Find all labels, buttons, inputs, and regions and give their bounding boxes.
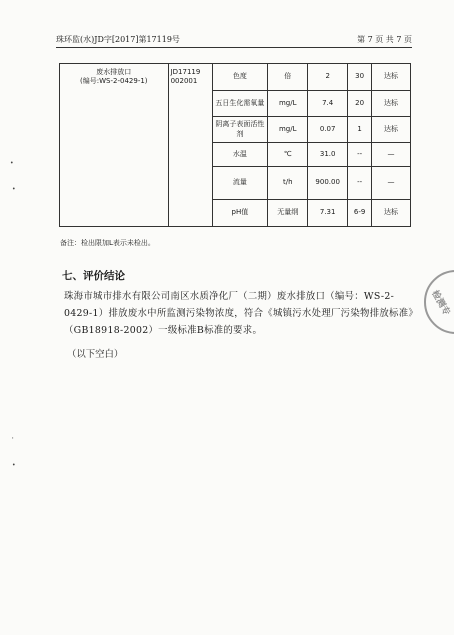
value-cell: 7.31 xyxy=(308,200,348,227)
result-cell: 达标 xyxy=(372,117,411,143)
conclusion-text: 珠海市城市排水有限公司南区水质净化厂（二期）废水排放口（编号：WS-2-0429-1）排放废水中所监测污染物浓度，符合《城镇污水处理厂污染物排放标准》（GB18918-2002）一级标准B标准的要求。 xyxy=(64,291,414,336)
limit-cell: 20 xyxy=(348,91,372,117)
results-table xyxy=(59,63,411,227)
result-cell: — xyxy=(372,167,411,200)
value-cell: 31.0 xyxy=(308,143,348,167)
inspection-seal: 检测专 xyxy=(424,270,454,334)
unit-cell: 无量纲 xyxy=(268,200,308,227)
margin-mark: ' xyxy=(12,437,14,444)
limit-cell: 6-9 xyxy=(348,200,372,227)
sample-code-cell: JD17119 002001 xyxy=(168,64,212,227)
page-header xyxy=(56,34,412,48)
limit-cell: 30 xyxy=(348,64,372,91)
unit-cell: ℃ xyxy=(268,143,308,167)
item-cell: 水温 xyxy=(212,143,268,167)
page-number: 第 7 页 共 7 页 xyxy=(357,35,412,44)
table-note: 备注：检出限加L表示未检出。 xyxy=(60,239,155,247)
value-cell: 7.4 xyxy=(308,91,348,117)
section-title: 七、评价结论 xyxy=(62,270,125,282)
margin-mark: • xyxy=(10,160,14,167)
limit-cell: -- xyxy=(348,143,372,167)
header-rule xyxy=(56,47,412,48)
unit-cell: mg/L xyxy=(268,91,308,117)
limit-cell: 1 xyxy=(348,117,372,143)
result-cell: 达标 xyxy=(372,91,411,117)
report-number: 珠环监(水)JD字[2017]第17119号 xyxy=(56,35,180,44)
margin-mark: • xyxy=(12,462,16,469)
unit-cell: 倍 xyxy=(268,64,308,91)
item-cell: 五日生化需氧量 xyxy=(212,91,268,117)
result-cell: — xyxy=(372,143,411,167)
value-cell: 2 xyxy=(308,64,348,91)
unit-cell: mg/L xyxy=(268,117,308,143)
sampling-location-cell: 废水排放口 (编号:WS-2-0429-1) xyxy=(60,64,169,227)
unit-cell: t/h xyxy=(268,167,308,200)
item-cell: pH值 xyxy=(212,200,268,227)
blank-note: （以下空白） xyxy=(67,349,124,360)
item-cell: 阴离子表面活性剂 xyxy=(212,117,268,143)
result-cell: 达标 xyxy=(372,64,411,91)
result-cell: 达标 xyxy=(372,200,411,227)
limit-cell: -- xyxy=(348,167,372,200)
item-cell: 色度 xyxy=(212,64,268,91)
value-cell: 900.00 xyxy=(308,167,348,200)
margin-mark: • xyxy=(12,186,16,193)
item-cell: 流量 xyxy=(212,167,268,200)
value-cell: 0.07 xyxy=(308,117,348,143)
table-row xyxy=(60,64,411,91)
